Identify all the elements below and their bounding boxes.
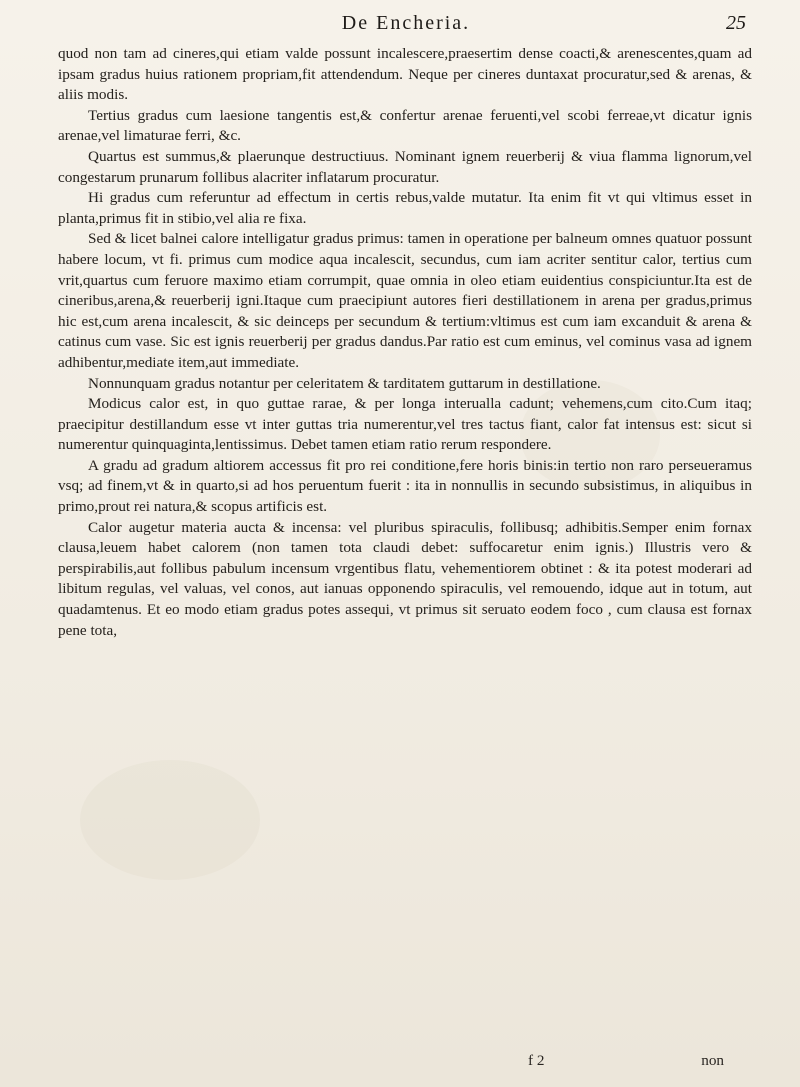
catchword: non [701, 1052, 724, 1069]
paragraph: Nonnunquam gradus notantur per celeritatem & tarditatem guttarum in destillatione. [88, 374, 601, 392]
page-footer [58, 1052, 752, 1074]
paragraph: Quartus est summus,& plaerunque destructiuus. Nominant ignem reuerberij & viua flamma lignorum,vel congestarum prunarum follibus alacriter inflatarum procuratur. [58, 147, 752, 186]
paragraph: Hi gradus cum referuntur ad effectum in certis rebus,valde mutatur. Ita enim fit vt qui vltimus esset in planta,primus fit in stibio,vel alia re fixa. [58, 189, 752, 227]
running-head: De Encheria. [341, 12, 471, 34]
paragraph: A gradu ad gradum altiorem accessus fit pro rei conditione,fere horis binis:in tertio non raro perseueramus vsq; ad finem,vt & in quarto,si ad hos peruentum fuerit : ita in nonnullis in secundo subsistimus, in aliquibus in primo,prout rei natura,& scopus artificis est. [58, 456, 752, 516]
signature-mark: f 2 [528, 1052, 545, 1069]
paragraph: Sed & licet balnei calore intelligatur gradus primus: tamen in operatione per balneum omnes quatuor possunt habere locum, vt fi. primus cum modice aqua incalescit, secundus, cum iam acriter sentitur calor, tertius cum vrit,quartus cum feruore maximo etiam corrumpit, quae omnia in oleo etiam euidentius conspiciuntur.Ita est de cineribus,arena,& reuerberij igni.Itaque cum praecipiunt autores fieri destillationem in arena per gradus,primus hic est,cum arena incalescit, & sic deinceps per secundum & tertium:vltimus est cum iam excanduit & arena & catinus cum vase. Sic est ignis reuerberij per gradus dandus.Par ratio est cum eminus, vel cominus vasa ad ignem adhibentur,mediate item,aut immediate. [58, 230, 752, 371]
page-number: 25 [726, 12, 746, 34]
page-header [56, 12, 756, 42]
paper-stain [80, 760, 260, 880]
paragraph: Calor augetur materia aucta & incensa: vel pluribus spiraculis, follibusq; adhibitis.Semper enim fornax clausa,leuem habet calorem (non tamen tota claudi debet: suffocaretur enim ignis.) Illustris vero & perspirabilis,aut follibus pabulum incensum vrgentibus flatu, vehementiorem obtinet : & ita potest moderari ad libitum regulas, vel valuas, vel conos, aut ianuas opponendo spiraculis, vel remouendo, idque aut in totum, aut quadamtenus. Et eo modo etiam gradus potes assequi, vt primus sit seruato eodem foco , cum clausa est fornax pene tota, [58, 518, 752, 639]
paragraph: quod non tam ad cineres,qui etiam valde possunt incalescere,praesertim dense coacti,& arenescentes,quam ad ipsam gradus huius rationem propriam,fit attendendum. Neque per cineres duntaxat procuratur,sed & arenas, & aliis modis. [58, 45, 752, 104]
paragraph: Modicus calor est, in quo guttae rarae, & per longa interualla cadunt; vehemens,cum cito.Cum itaq; praecipitur destillandum esse vt inter guttas tria numerentur,vel tres tactus fiant, calor fat intensus est: sicut si numerentur quinquaginta,lentissimus. Debet tamen etiam ratio rerum respondere. [58, 395, 752, 454]
paragraph: Tertius gradus cum laesione tangentis est,& confertur arenae feruenti,vel scobi ferreae,vt dicatur ignis arenae,vel limaturae ferri, &c. [58, 106, 752, 145]
body-text [58, 44, 752, 641]
